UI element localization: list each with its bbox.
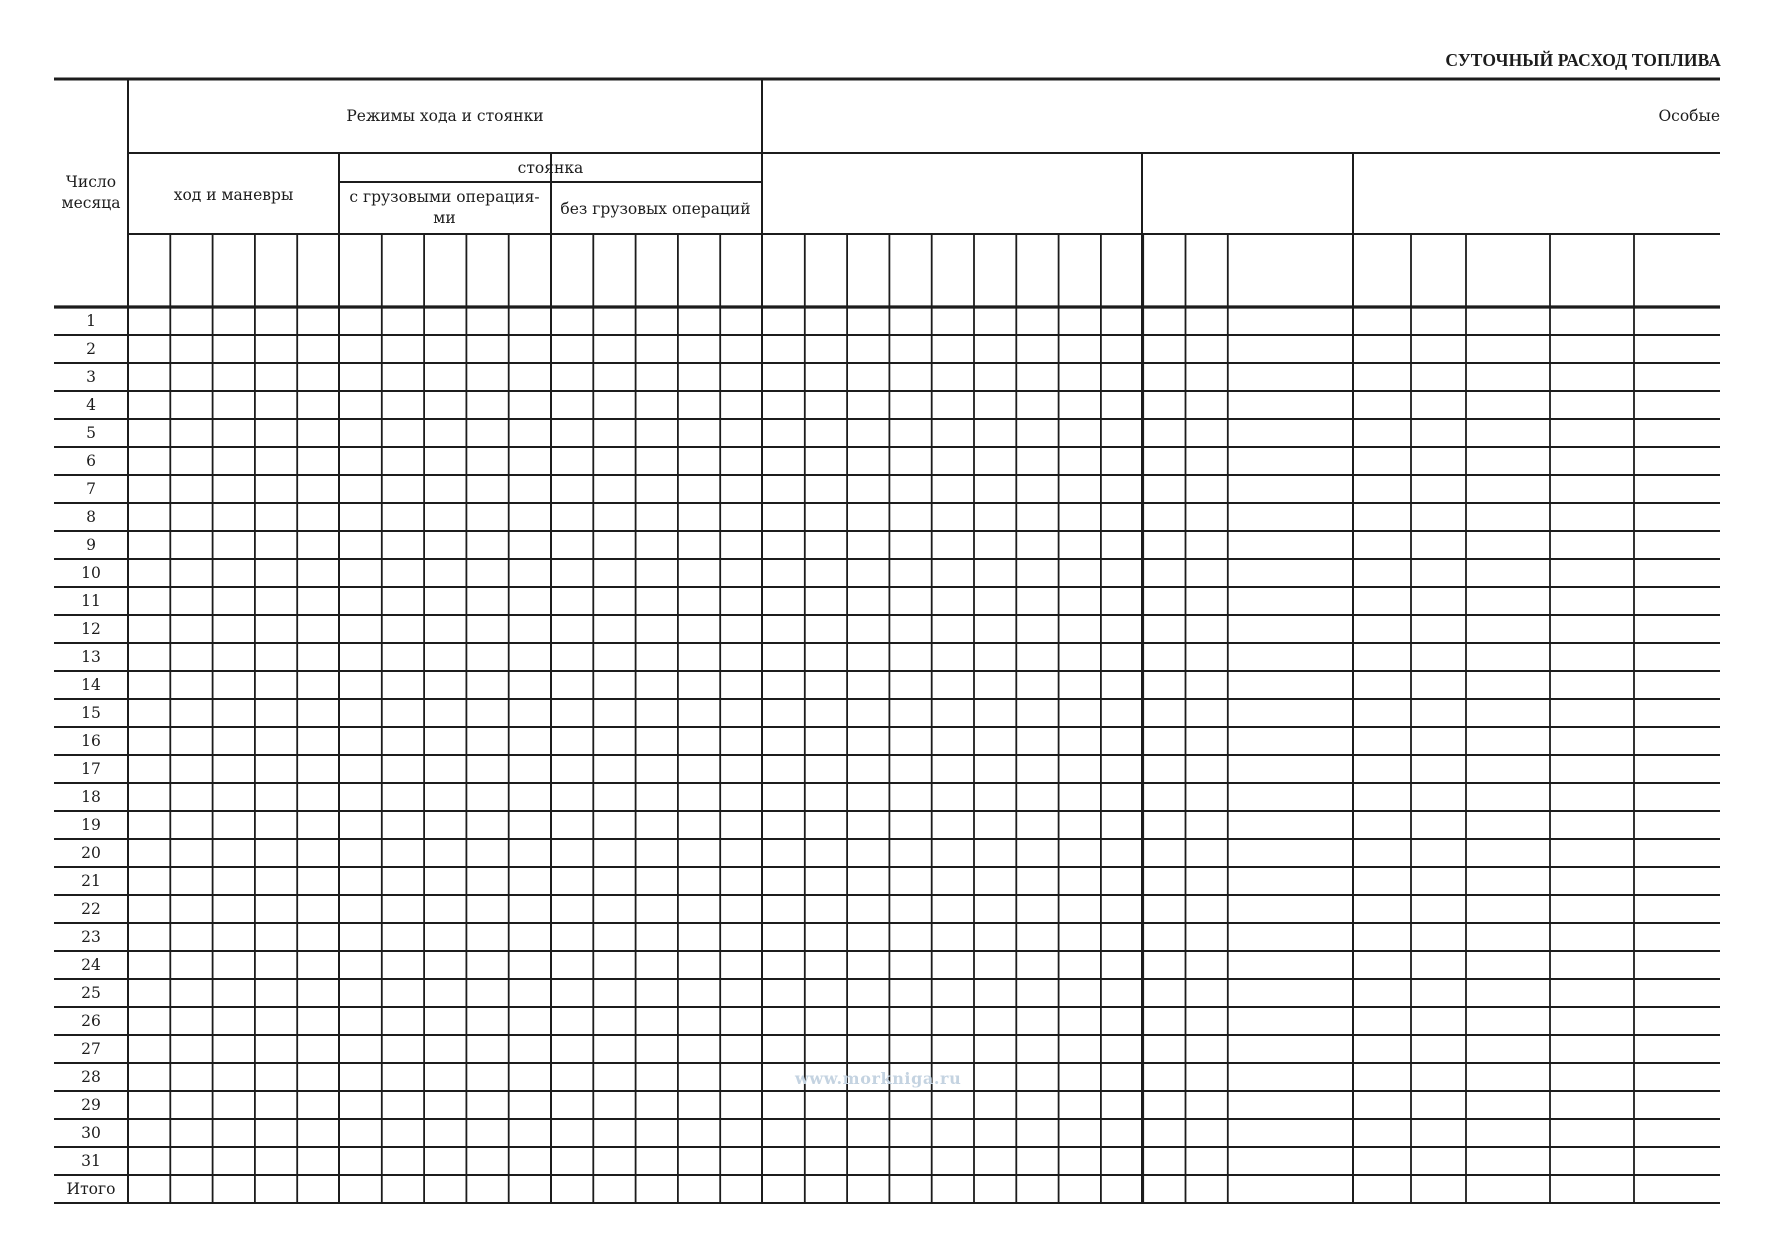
header-day-of-month (54, 172, 128, 214)
row-number: 6 (86, 452, 96, 470)
page-title: СУТОЧНЫЙ РАСХОД ТОПЛИВА (1445, 50, 1721, 70)
row-number: 17 (81, 760, 101, 778)
row-number: 31 (81, 1152, 101, 1170)
header-anchorage (339, 158, 762, 179)
row-number: 20 (81, 844, 101, 862)
header-special-text: Особые (1658, 107, 1720, 125)
row-number: 27 (81, 1040, 101, 1058)
watermark: www.morkniga.ru (795, 1069, 962, 1088)
row-number: 10 (81, 564, 101, 582)
row-number: 3 (86, 368, 96, 386)
header-special (1620, 106, 1720, 127)
row-number: 1 (86, 312, 96, 330)
header-without-cargo-text: без грузовых операций (560, 200, 751, 218)
row-number: 4 (86, 396, 96, 414)
row-number: 14 (81, 676, 101, 694)
row-number: 25 (81, 984, 101, 1002)
row-number: 26 (81, 1012, 101, 1030)
header-underway-text: ход и маневры (173, 186, 294, 204)
row-number: 24 (81, 956, 101, 974)
row-number: 2 (86, 340, 96, 358)
header-with-cargo (342, 187, 547, 229)
header-modes (128, 106, 762, 127)
row-total-label: Итого (66, 1180, 116, 1198)
row-number: 28 (81, 1068, 101, 1086)
header-underway (128, 185, 339, 206)
header-without-cargo (551, 199, 760, 220)
header-modes-text: Режимы хода и стоянки (346, 107, 544, 125)
header-day-of-month-text: Число месяца (61, 173, 121, 212)
row-number: 19 (81, 816, 101, 834)
row-number: 12 (81, 620, 101, 638)
row-number: 8 (86, 508, 96, 526)
row-number: 21 (81, 872, 101, 890)
row-number: 7 (86, 480, 96, 498)
row-number: 23 (81, 928, 101, 946)
row-number: 22 (81, 900, 101, 918)
row-number: 5 (86, 424, 96, 442)
row-number: 15 (81, 704, 101, 722)
header-with-cargo-text: с грузовыми операция-ми (349, 188, 540, 227)
row-number: 13 (81, 648, 101, 666)
row-number: 16 (81, 732, 101, 750)
row-number: 29 (81, 1096, 101, 1114)
header-anchorage-text: стоянка (517, 159, 584, 177)
row-number: 11 (81, 592, 101, 610)
row-number: 18 (81, 788, 101, 806)
row-number: 30 (81, 1124, 101, 1142)
row-number: 9 (86, 536, 96, 554)
